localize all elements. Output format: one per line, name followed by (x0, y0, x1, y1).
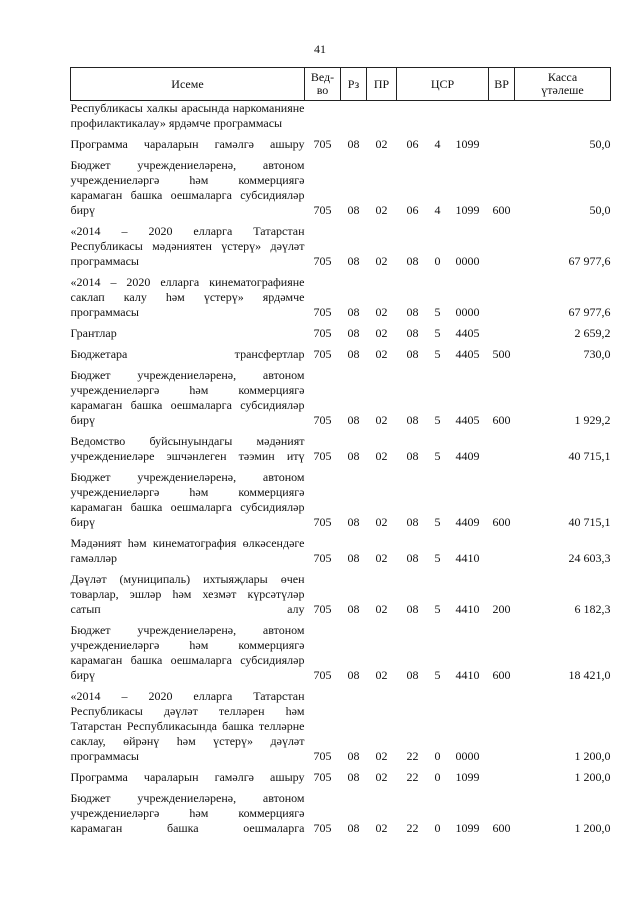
row-csr-part3: 4405 (455, 413, 480, 427)
row-csr-part3: 0000 (455, 305, 480, 319)
row-csr-part3: 1099 (455, 770, 480, 784)
row-vr (489, 536, 515, 566)
table-row (71, 770, 611, 785)
row-vr (489, 224, 515, 269)
row-csr-part1: 08 (406, 347, 419, 361)
row-pr: 02 (375, 668, 388, 682)
row-csr-part1: 08 (406, 515, 419, 529)
row-vr: 600 (492, 821, 511, 835)
row-csr-part1: 22 (406, 770, 419, 784)
row-rz: 08 (347, 551, 360, 565)
row-kassa-amount: 2 659,2 (574, 326, 611, 340)
row-csr-part2: 0 (434, 770, 441, 784)
row-kassa-amount: 67 977,6 (568, 305, 611, 319)
row-csr-part1: 22 (406, 821, 419, 835)
table-row (71, 470, 611, 530)
row-kassa-amount: 18 421,0 (568, 668, 611, 682)
row-ved: 705 (313, 551, 332, 565)
row-rz: 08 (347, 413, 360, 427)
row-kassa-amount: 1 200,0 (574, 749, 611, 763)
row-rz: 08 (347, 749, 360, 763)
row-vr (489, 689, 515, 764)
row-name: Бюджет учреждениеләренә, автоном учреждениеләргә һәм коммерциягә карамаган башка оешмаларга субсидияләр бирү (70, 623, 305, 682)
header-kassa: Касса үтәлеше (515, 68, 611, 101)
row-vr (489, 137, 515, 152)
row-kassa-amount: 1 200,0 (574, 770, 611, 784)
row-csr-part1: 06 (406, 137, 419, 151)
row-ved: 705 (313, 449, 332, 463)
table-row (71, 689, 611, 764)
row-csr-part3 (447, 101, 489, 132)
row-csr-part3: 4410 (455, 551, 480, 565)
header-rz: Рз (341, 68, 367, 101)
row-csr-part2: 5 (434, 326, 441, 340)
row-vr (489, 101, 515, 132)
row-pr: 02 (375, 305, 388, 319)
row-pr: 02 (375, 821, 388, 835)
row-csr-part2: 5 (434, 449, 441, 463)
row-ved: 705 (313, 770, 332, 784)
table-row (71, 791, 611, 836)
row-csr-part2: 5 (434, 515, 441, 529)
row-pr: 02 (375, 551, 388, 565)
row-name: Республикасы халкы арасында наркоманияне профилактикалау» ярдәмче программасы (70, 101, 305, 130)
row-csr-part1: 08 (406, 668, 419, 682)
row-csr-part1: 08 (406, 326, 419, 340)
row-vr: 600 (492, 515, 511, 529)
table-row (71, 137, 611, 152)
row-csr-part3: 4410 (455, 602, 480, 616)
row-vr: 600 (492, 413, 511, 427)
row-csr-part2: 0 (434, 254, 441, 268)
budget-table (70, 67, 611, 842)
row-pr (367, 101, 397, 132)
row-name: Бюджетара трансфертлар (70, 347, 305, 361)
row-ved: 705 (313, 668, 332, 682)
row-csr-part1: 08 (406, 602, 419, 616)
table-row (71, 623, 611, 683)
row-csr-part2: 5 (434, 347, 441, 361)
row-csr-part1: 08 (406, 551, 419, 565)
row-ved: 705 (313, 515, 332, 529)
row-pr: 02 (375, 515, 388, 529)
row-rz: 08 (347, 203, 360, 217)
row-rz: 08 (347, 347, 360, 361)
row-csr-part2: 5 (434, 602, 441, 616)
row-csr-part3: 1099 (455, 137, 480, 151)
row-ved: 705 (313, 347, 332, 361)
row-ved: 705 (313, 326, 332, 340)
row-pr: 02 (375, 203, 388, 217)
table-row (71, 158, 611, 218)
row-csr-part3: 4410 (455, 668, 480, 682)
row-pr: 02 (375, 137, 388, 151)
table-row (71, 101, 611, 132)
row-kassa-amount: 24 603,3 (568, 551, 611, 565)
row-kassa-amount: 1 929,2 (574, 413, 611, 427)
row-name: Программа чараларын гамәлгә ашыру (70, 137, 305, 151)
row-kassa-amount: 40 715,1 (568, 515, 611, 529)
row-vr: 600 (492, 668, 511, 682)
table-row (71, 224, 611, 269)
row-rz: 08 (347, 305, 360, 319)
table-row (71, 434, 611, 464)
row-csr-part2: 5 (434, 413, 441, 427)
row-spacer (71, 836, 611, 842)
row-csr-part1: 06 (406, 203, 419, 217)
row-rz: 08 (347, 326, 360, 340)
row-ved (305, 101, 341, 132)
row-pr: 02 (375, 254, 388, 268)
table-row (71, 572, 611, 617)
row-rz (341, 101, 367, 132)
table-row (71, 347, 611, 362)
table-row (71, 326, 611, 341)
row-name: Грантлар (70, 326, 117, 340)
row-kassa-amount: 50,0 (589, 203, 611, 217)
row-csr-part3: 0000 (455, 254, 480, 268)
row-ved: 705 (313, 254, 332, 268)
row-csr-part1: 22 (406, 749, 419, 763)
row-vr: 600 (492, 203, 511, 217)
header-pr: ПР (367, 68, 397, 101)
row-csr-part3: 4405 (455, 326, 480, 340)
row-csr-part2: 5 (434, 668, 441, 682)
row-csr-part1: 08 (406, 254, 419, 268)
row-ved: 705 (313, 749, 332, 763)
row-ved: 705 (313, 413, 332, 427)
row-pr: 02 (375, 602, 388, 616)
row-kassa-amount: 40 715,1 (568, 449, 611, 463)
row-name: Бюджет учреждениеләренә, автоном учреждениеләргә һәм коммерциягә карамаган башка оешмаларга субсидияләр бирү (70, 470, 305, 529)
row-vr: 200 (492, 602, 511, 616)
row-csr-part1: 08 (406, 449, 419, 463)
table-row (71, 536, 611, 566)
row-name: Программа чараларын гамәлгә ашыру (70, 770, 305, 784)
page-number: 41 (314, 42, 326, 56)
table-header-row (71, 68, 611, 101)
row-kassa-amount: 50,0 (589, 137, 611, 151)
row-csr-part2: 0 (434, 749, 441, 763)
row-csr-part2: 4 (434, 203, 441, 217)
row-name: Бюджет учреждениеләренә, автоном учреждениеләргә һәм коммерциягә карамаган башка оешмаларга субсидияләр бирү (70, 368, 305, 427)
row-kassa-amount: 1 200,0 (574, 821, 611, 835)
row-csr-part3: 4405 (455, 347, 480, 361)
row-csr-part3: 0000 (455, 749, 480, 763)
row-csr-part2: 4 (434, 137, 441, 151)
row-kassa-amount (515, 101, 611, 132)
row-csr-part3: 1099 (455, 821, 480, 835)
row-vr (489, 326, 515, 341)
row-ved: 705 (313, 203, 332, 217)
header-name: Исеме (71, 68, 305, 101)
row-csr-part3: 4409 (455, 449, 480, 463)
row-rz: 08 (347, 515, 360, 529)
row-name: Дәүләт (муниципаль) ихтыяҗлары өчен товарлар, эшләр һәм хезмәт күрсәтүләр сатып алу (70, 572, 305, 616)
row-rz: 08 (347, 254, 360, 268)
row-pr: 02 (375, 449, 388, 463)
header-ved: Вед- во (305, 68, 341, 101)
row-ved: 705 (313, 602, 332, 616)
row-kassa-amount: 67 977,6 (568, 254, 611, 268)
row-pr: 02 (375, 413, 388, 427)
row-name: Бюджет учреждениеләренә, автоном учреждениеләргә һәм коммерциягә карамаган башка оешмаларга субсидияләр бирү (70, 158, 305, 217)
row-pr: 02 (375, 770, 388, 784)
row-ved: 705 (313, 305, 332, 319)
table-row (71, 368, 611, 428)
row-rz: 08 (347, 137, 360, 151)
row-name: Бюджет учреждениеләренә, автоном учреждениеләргә һәм коммерциягә карамаган башка оешмаларга (70, 791, 305, 835)
row-spacer-cell (71, 836, 611, 842)
row-name: «2014 – 2020 елларга Татарстан Республикасы мәдәниятен үстерү» дәүләт программасы (70, 224, 305, 268)
row-csr-part2: 5 (434, 551, 441, 565)
row-vr: 500 (492, 347, 511, 361)
row-csr-part1 (397, 101, 429, 132)
header-csr: ЦСР (397, 68, 489, 101)
row-name: Ведомство буйсынуындагы мәдәният учреждениеләре эшчәнлеген тәэмин итү (70, 434, 305, 463)
table-row (71, 275, 611, 320)
row-csr-part3: 1099 (455, 203, 480, 217)
row-csr-part1: 08 (406, 413, 419, 427)
header-vr: ВР (489, 68, 515, 101)
row-rz: 08 (347, 602, 360, 616)
row-kassa-amount: 6 182,3 (574, 602, 611, 616)
row-csr-part2: 5 (434, 305, 441, 319)
row-name: «2014 – 2020 елларга кинематографияне саклап калу һәм үстерү» ярдәмче программасы (70, 275, 305, 319)
row-pr: 02 (375, 326, 388, 340)
row-rz: 08 (347, 449, 360, 463)
row-pr: 02 (375, 347, 388, 361)
row-vr (489, 434, 515, 464)
row-pr: 02 (375, 749, 388, 763)
row-vr (489, 275, 515, 320)
row-ved: 705 (313, 137, 332, 151)
row-rz: 08 (347, 821, 360, 835)
row-csr-part1: 08 (406, 305, 419, 319)
row-name: Мәдәният һәм кинематография өлкәсендәге гамәлләр (70, 536, 305, 565)
row-rz: 08 (347, 668, 360, 682)
row-vr (489, 770, 515, 785)
row-ved: 705 (313, 821, 332, 835)
row-rz: 08 (347, 770, 360, 784)
row-csr-part2 (429, 101, 447, 132)
row-name: «2014 – 2020 елларга Татарстан Республикасы дәүләт телләрен һәм Татарстан Республикасында башка телләрне саклау, өйрәнү һәм үстерү» дәүләт программасы (70, 689, 305, 763)
row-csr-part3: 4409 (455, 515, 480, 529)
row-csr-part2: 0 (434, 821, 441, 835)
row-kassa-amount: 730,0 (583, 347, 611, 361)
